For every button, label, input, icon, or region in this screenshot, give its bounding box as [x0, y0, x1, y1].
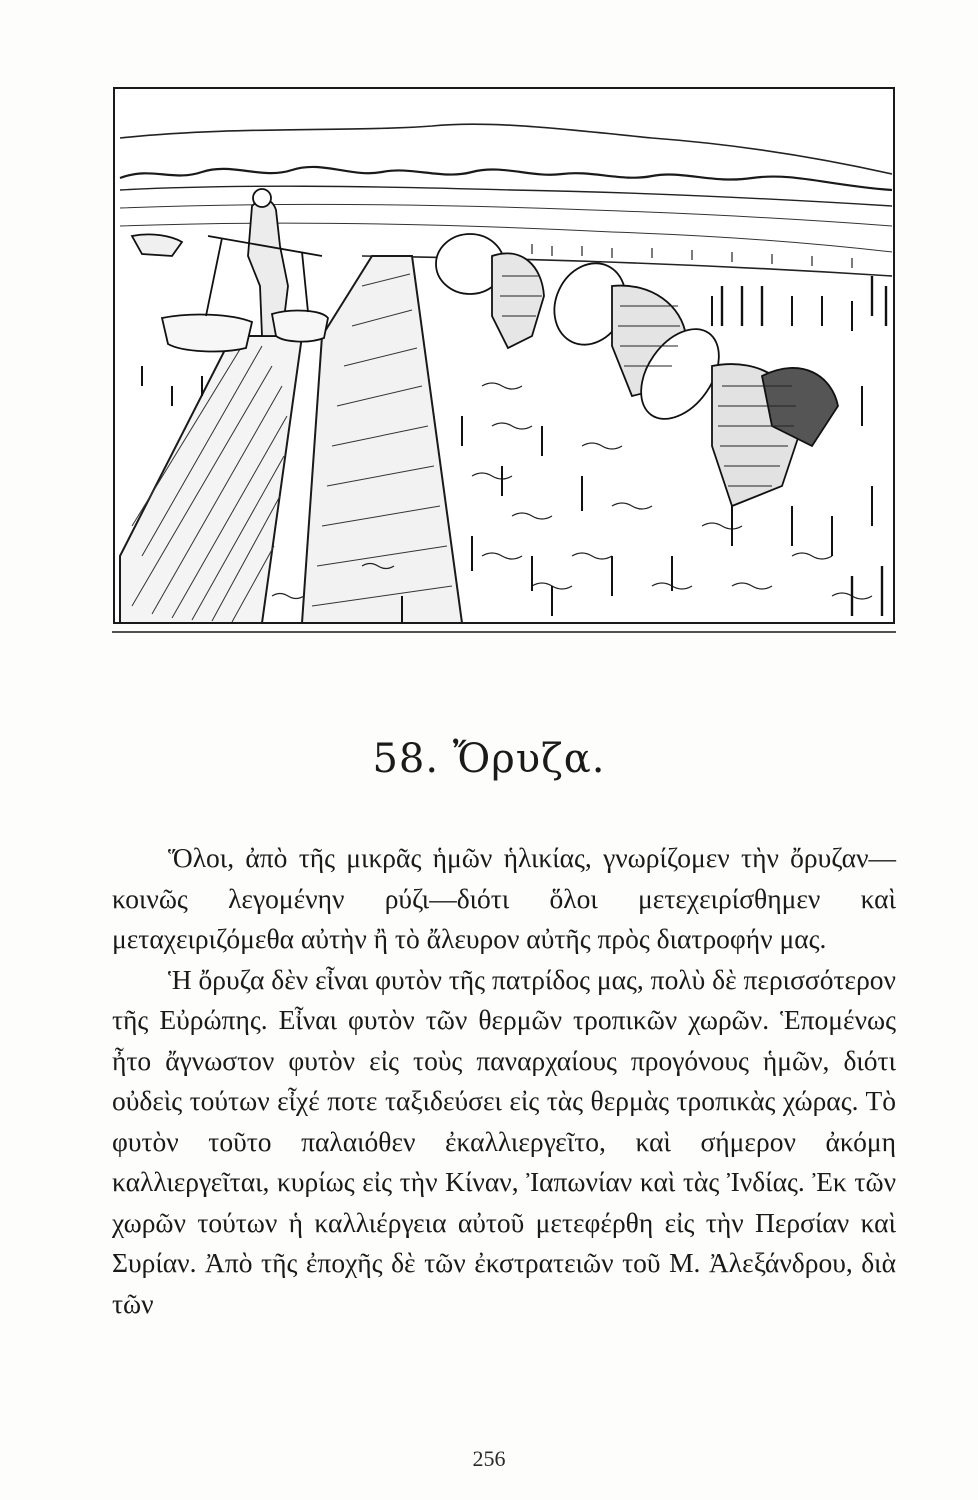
- page-number: 256: [472, 1446, 506, 1471]
- rice-field-illustration: [112, 86, 896, 634]
- chapter-title: 58. Ὄρυζα.: [372, 736, 606, 782]
- paragraph-2: Ἡ ὄρυζα δὲν εἶναι φυτὸν τῆς πατρίδος μας, πολὺ δὲ περισσότερον τῆς Εὐρώπης. Εἶναι φυτὸν τῶν θερμῶν τροπικῶν χωρῶν. Ἑπομένως ἦτο ἄγνωστον φυτὸν εἰς τοὺς παναρχαίους προγόνους ἡμῶν, διότι οὐδεὶς τούτων εἶχέ ποτε ταξιδεύσει εἰς τὰς θερμὰς τροπικὰς χώρας. Τὸ φυτὸν τοῦτο παλαιόθεν ἐκαλλιεργεῖτο, καὶ σήμερον ἀκόμη καλλιεργεῖται, κυρίως εἰς τὴν Κίναν, Ἰαπωνίαν καὶ τὰς Ἰνδίας. Ἐκ τῶν χωρῶν τούτων ἡ καλλιέργεια αὐτοῦ μετεφέρθη εἰς τὴν Περσίαν καὶ Συρίαν. Ἀπὸ τῆς ἐποχῆς δὲ τῶν ἐκστρατειῶν τοῦ Μ. Ἀλεξάνδρου, διὰ τῶν: [112, 963, 896, 1319]
- paragraph-1: Ὅλοι, ἀπὸ τῆς μικρᾶς ἡμῶν ἡλικίας, γνωρίζομεν τὴν ὄρυζαν—κοινῶς λεγομένην ρύζι—διότι ὅλοι μετεχειρίσθημεν καὶ μεταχειριζόμεθα αὐτὴν ἢ τὸ ἄλευρον αὐτῆς πρὸς διατροφήν μας.: [112, 842, 896, 954]
- body-text: [112, 838, 896, 1324]
